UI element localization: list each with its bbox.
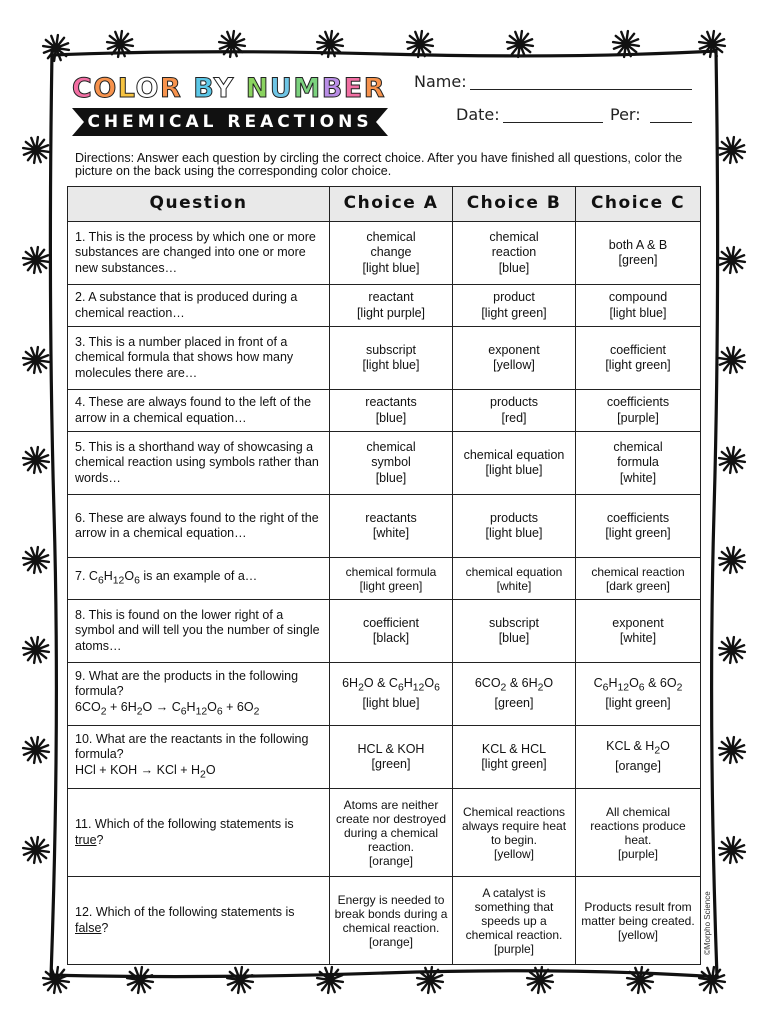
border-stroke (23, 347, 49, 373)
choice-c-cell[interactable]: coefficient [light green] (576, 327, 701, 390)
table-row (68, 495, 701, 558)
border-stroke (50, 971, 718, 977)
name-label: Name: (414, 72, 467, 91)
table-row (68, 327, 701, 390)
question-cell: 2. A substance that is produced during a chemical reaction… (68, 285, 330, 327)
title-letter: Y (213, 73, 235, 104)
subtitle-banner (72, 108, 388, 136)
border-stroke (407, 31, 433, 57)
choice-c-cell[interactable]: KCL & $H_2O$ [orange] (576, 726, 701, 789)
question-cell: 3. This is a number placed in front of a chemical formula that shows how many molecules there are… (68, 327, 330, 390)
choice-b-cell[interactable]: products [light blue] (453, 495, 576, 558)
table-row (68, 600, 701, 663)
question-cell: 11. Which of the following statements is true? (68, 789, 330, 877)
question-cell: 12. Which of the following statements is false? (68, 877, 330, 965)
border-stroke (52, 51, 716, 56)
copyright-credit (700, 885, 714, 955)
header-choice-c: Choice C (576, 187, 701, 222)
border-stroke (23, 547, 49, 573)
border-stroke (627, 967, 653, 993)
title-letter: O (135, 73, 160, 104)
border-stroke (219, 31, 245, 57)
border-stroke (613, 31, 639, 57)
choice-c-cell[interactable]: chemical formula [white] (576, 432, 701, 495)
title-letter (235, 73, 246, 104)
date-field[interactable] (503, 122, 603, 123)
border-stroke (23, 737, 49, 763)
title-letter (182, 73, 193, 104)
choice-c-cell[interactable]: coefficients [purple] (576, 390, 701, 432)
period-label: Per: (610, 105, 641, 124)
table-row (68, 432, 701, 495)
border-stroke (507, 31, 533, 57)
choice-b-cell[interactable]: exponent [yellow] (453, 327, 576, 390)
border-stroke (719, 737, 745, 763)
worksheet-title (72, 72, 398, 106)
border-stroke (23, 837, 49, 863)
choice-c-cell[interactable]: chemical reaction [dark green] (576, 558, 701, 600)
border-stroke (317, 31, 343, 57)
choice-a-cell[interactable]: HCL & KOH [green] (330, 726, 453, 789)
choice-b-cell[interactable]: subscript [blue] (453, 600, 576, 663)
choice-a-cell[interactable]: reactant [light purple] (330, 285, 453, 327)
title-letter: B (321, 73, 344, 104)
border-stroke (719, 837, 745, 863)
border-stroke (712, 50, 718, 977)
choice-b-cell[interactable]: chemical equation [white] (453, 558, 576, 600)
question-cell: 6. These are always found to the right of the arrow in a chemical equation… (68, 495, 330, 558)
choice-a-cell[interactable]: reactants [blue] (330, 390, 453, 432)
table-row (68, 222, 701, 285)
table-row (68, 726, 701, 789)
border-stroke (719, 137, 745, 163)
border-stroke (50, 52, 56, 977)
choice-a-cell[interactable]: coefficient [black] (330, 600, 453, 663)
border-stroke (699, 967, 725, 993)
choice-b-cell[interactable]: KCL & HCL [light green] (453, 726, 576, 789)
question-cell: 8. This is found on the lower right of a symbol and will tell you the number of single atoms… (68, 600, 330, 663)
title-letter: B (193, 73, 214, 104)
title-letter: O (93, 73, 118, 104)
choice-c-cell[interactable]: $C_6H_{12}O_6$ & $6O_2$ [light green] (576, 663, 701, 726)
choice-a-cell[interactable]: Atoms are neither create nor destroyed during a chemical reaction. [orange] (330, 789, 453, 877)
border-stroke (107, 31, 133, 57)
choice-c-cell[interactable]: both A & B [green] (576, 222, 701, 285)
choice-b-cell[interactable]: chemical equation [light blue] (453, 432, 576, 495)
name-field[interactable] (470, 89, 692, 90)
title-color-by-number (72, 72, 398, 106)
choice-b-cell[interactable]: products [red] (453, 390, 576, 432)
table-header-row (68, 187, 701, 222)
header-choice-b: Choice B (453, 187, 576, 222)
choice-b-cell[interactable]: Chemical reactions always require heat to begin. [yellow] (453, 789, 576, 877)
title-letter: C (72, 73, 94, 104)
border-stroke (699, 31, 725, 57)
title-letter: N (245, 73, 270, 104)
choice-a-cell[interactable]: reactants [white] (330, 495, 453, 558)
choice-b-cell[interactable]: product [light green] (453, 285, 576, 327)
question-cell: 1. This is the process by which one or more substances are changed into one or more new substances… (68, 222, 330, 285)
choice-a-cell[interactable]: chemical change [light blue] (330, 222, 453, 285)
border-stroke (43, 35, 69, 61)
table-row (68, 877, 701, 965)
border-stroke (719, 547, 745, 573)
title-letter: U (269, 73, 294, 104)
choice-c-cell[interactable]: compound [light blue] (576, 285, 701, 327)
border-stroke (43, 967, 69, 993)
date-label: Date: (456, 105, 500, 124)
choice-c-cell[interactable]: exponent [white] (576, 600, 701, 663)
svg-text:©Morpho Science: ©Morpho Science (703, 891, 712, 955)
question-cell: 4. These are always found to the left of the arrow in a chemical equation… (68, 390, 330, 432)
choice-c-cell[interactable]: Products result from matter being created. [yellow] (576, 877, 701, 965)
directions-text: Directions: Answer each question by circling the correct choice. After you have finished all questions, color the picture on the back using the corresponding color choice. (75, 151, 683, 178)
title-letter: R (363, 73, 387, 104)
border-stroke (527, 967, 553, 993)
border-stroke (719, 247, 745, 273)
choice-c-cell[interactable]: coefficients [light green] (576, 495, 701, 558)
choice-a-cell[interactable]: chemical symbol [blue] (330, 432, 453, 495)
border-stroke (23, 637, 49, 663)
border-stroke (23, 247, 49, 273)
question-cell: 7. $C_6H_{12}O_6$ is an example of a… (68, 558, 330, 600)
border-stroke (317, 967, 343, 993)
choice-a-cell[interactable]: subscript [light blue] (330, 327, 453, 390)
choice-a-cell[interactable]: Energy is needed to break bonds during a chemical reaction. [orange] (330, 877, 453, 965)
choice-b-cell[interactable]: $6CO_2$ & $6H_2O$ [green] (453, 663, 576, 726)
border-stroke (417, 967, 443, 993)
border-stroke (23, 447, 49, 473)
choice-c-cell[interactable]: All chemical reactions produce heat. [purple] (576, 789, 701, 877)
border-stroke (719, 447, 745, 473)
border-stroke (719, 347, 745, 373)
table-row (68, 663, 701, 726)
choice-a-cell[interactable]: $6H_2O$ & $C_6H_{12}O_6$ [light blue] (330, 663, 453, 726)
question-cell: 9. What are the products in the following formula? $6CO_2 + 6H_2O \to C_6H_{12}O_6 + 6O_2$ (68, 663, 330, 726)
header-choice-a: Choice A (330, 187, 453, 222)
question-cell: 5. This is a shorthand way of showcasing a chemical reaction using symbols rather than words… (68, 432, 330, 495)
subtitle-text: CHEMICAL REACTIONS (87, 112, 373, 132)
choice-a-cell[interactable]: chemical formula [light green] (330, 558, 453, 600)
header-question: Question (68, 187, 330, 222)
table-row (68, 789, 701, 877)
border-stroke (227, 967, 253, 993)
table-row (68, 285, 701, 327)
title-letter: R (159, 73, 183, 104)
border-stroke (23, 137, 49, 163)
choice-b-cell[interactable]: chemical reaction [blue] (453, 222, 576, 285)
title-letter: L (117, 73, 136, 104)
title-letter: M (293, 73, 322, 104)
table-row (68, 390, 701, 432)
period-field[interactable] (650, 122, 692, 123)
choice-b-cell[interactable]: A catalyst is something that speeds up a chemical reaction. [purple] (453, 877, 576, 965)
border-stroke (127, 967, 153, 993)
question-table (67, 186, 701, 965)
title-letter: E (343, 73, 364, 104)
border-stroke (719, 637, 745, 663)
table-row (68, 558, 701, 600)
question-cell: 10. What are the reactants in the following formula? HCl + KOH → KCl + $H_2O$ (68, 726, 330, 789)
